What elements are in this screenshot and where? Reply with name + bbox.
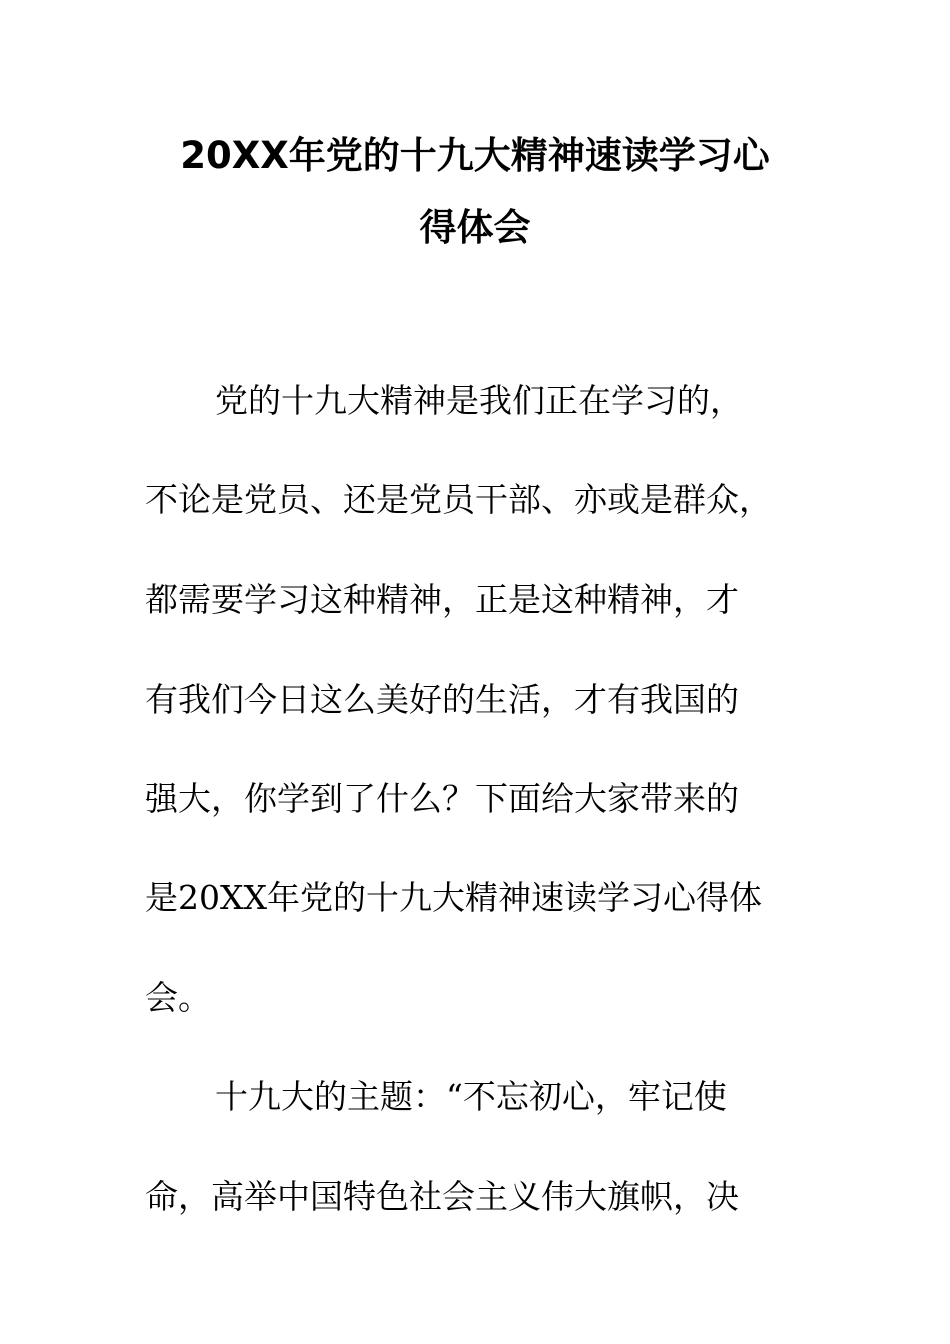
document-title-line-2: 得体会 — [419, 206, 531, 249]
paragraph-1-line-4: 有我们今日这么美好的生活，才有我国的 — [145, 680, 739, 719]
document-title-line-1: 20XX年党的十九大精神速读学习心 — [180, 134, 770, 177]
paragraph-1-line-6: 是20XX年党的十九大精神速读学习心得体 — [145, 878, 762, 917]
paragraph-2-line-2: 命，高举中国特色社会主义伟大旗帜，决 — [145, 1177, 739, 1216]
paragraph-1-line-5: 强大，你学到了什么？下面给大家带来的 — [145, 779, 739, 818]
paragraph-1-line-3: 都需要学习这种精神，正是这种精神，才 — [145, 580, 739, 619]
paragraph-1-line-1: 党的十九大精神是我们正在学习的， — [215, 381, 743, 420]
paragraph-2-line-1: 十九大的主题：“不忘初心，牢记使 — [215, 1077, 727, 1116]
paragraph-1-line-2: 不论是党员、还是党员干部、亦或是群众， — [145, 480, 772, 519]
paragraph-1-line-7: 会。 — [145, 978, 211, 1017]
